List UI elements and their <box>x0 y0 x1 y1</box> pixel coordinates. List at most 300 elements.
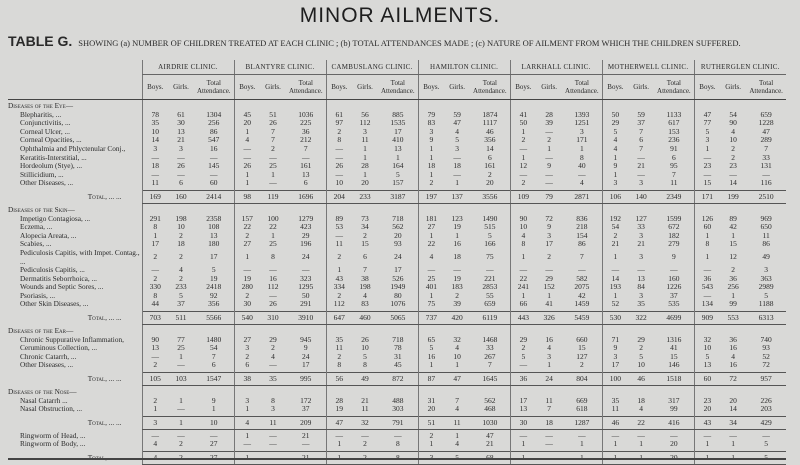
minor-ailments-table <box>8 60 786 465</box>
cell: 2989 <box>758 283 774 292</box>
table-row <box>8 292 786 301</box>
cell: — <box>177 170 185 179</box>
cell: 37 <box>302 405 310 414</box>
cell: 1030 <box>470 416 510 429</box>
cell: 193 <box>602 283 628 292</box>
row-label: Other Skin Diseases, ... <box>20 299 89 309</box>
cell: 28 <box>545 110 553 119</box>
cell: 52 <box>762 352 770 361</box>
cell: 4 <box>234 136 260 145</box>
cell: 37 <box>637 119 645 128</box>
cell: 56 <box>361 110 369 119</box>
column-header: Girls. <box>720 75 746 100</box>
cell: 443 <box>510 312 536 325</box>
cell: 116 <box>760 179 772 188</box>
cell: 9 <box>418 136 444 145</box>
table-row <box>8 179 786 188</box>
cell: 134 <box>694 300 720 309</box>
cell: — <box>670 431 678 440</box>
clinic-header: HAMILTON CLINIC. <box>418 60 510 75</box>
cell: 511 <box>168 312 194 325</box>
cell: 5 <box>395 170 400 179</box>
cell: 1645 <box>470 373 510 386</box>
column-header: Total Attendance. <box>654 75 694 100</box>
cell: — <box>269 153 277 162</box>
cell: 218 <box>576 223 588 232</box>
cell: — <box>545 153 553 162</box>
cell: — <box>510 266 536 275</box>
cell: — <box>729 431 737 440</box>
cell: 5 <box>179 291 183 300</box>
cell: 196 <box>300 240 312 249</box>
cell: — <box>694 292 720 301</box>
cell: 1874 <box>482 110 498 119</box>
cell: 3 <box>142 145 168 154</box>
cell: — <box>510 361 536 370</box>
cell: 51 <box>269 110 277 119</box>
column-header: Boys. <box>694 75 720 100</box>
cell: 60 <box>210 179 218 188</box>
cell: 12 <box>729 252 737 262</box>
cell: — <box>510 432 536 441</box>
column-header: Boys. <box>142 75 168 100</box>
cell: 1279 <box>298 214 314 223</box>
row-label: Chronic Catarrh, ... <box>20 351 77 361</box>
cell: 14 <box>486 144 494 153</box>
cell: 1 <box>234 171 260 180</box>
cell: 31 <box>418 397 444 406</box>
cell: 166 <box>484 240 496 249</box>
row-label: Pediculosis Capitis, ... <box>20 265 85 275</box>
cell: 26 <box>269 119 277 128</box>
cell: 91 <box>670 144 678 153</box>
cell: 14 <box>142 136 168 145</box>
cell: 650 <box>760 223 772 232</box>
cell: 1133 <box>666 110 682 119</box>
cell: 15 <box>729 240 737 249</box>
cell: 3556 <box>470 190 510 203</box>
cell: 56 <box>326 373 352 386</box>
cell: 5 <box>444 452 470 465</box>
cell: 1393 <box>574 110 590 119</box>
cell: 2 <box>142 397 168 406</box>
cell: 8 <box>510 240 536 249</box>
cell: 19 <box>453 223 461 232</box>
table-row <box>8 336 786 345</box>
cell: 44 <box>142 300 168 309</box>
total-row <box>8 416 786 429</box>
cell: 2 <box>731 153 735 162</box>
cell: — <box>269 179 277 188</box>
cell: 145 <box>208 162 220 171</box>
cell: — <box>545 266 553 275</box>
cell: 4 <box>455 405 459 414</box>
cell: 3 <box>602 353 628 362</box>
cell: 3 <box>363 127 367 136</box>
cell: 3 <box>579 127 584 136</box>
cell: 647 <box>326 312 352 325</box>
cell: 160 <box>668 274 680 283</box>
cell: — <box>234 145 260 154</box>
row-label: Stillicidium, ... <box>20 169 64 179</box>
cell: 16 <box>269 274 277 283</box>
cell: 182 <box>668 231 680 240</box>
cell: 3 <box>455 144 459 153</box>
column-header: Total Attendance. <box>746 75 786 100</box>
column-header: Total Attendance. <box>286 75 326 100</box>
caption-text: SHOWING (a) NUMBER OF CHILDREN TREATED AT EACH CLINIC ; (b) TOTAL ATTENDANCES MADE ; (c) NATURE OF AILMENT FROM WHICH THE CHILDREN SUFFERED. <box>78 38 741 48</box>
section-heading: Diseases of the Nose— <box>8 387 77 397</box>
cell: 543 <box>694 283 720 292</box>
cell: 7 <box>271 127 275 136</box>
cell: — <box>302 153 310 162</box>
cell: 1 <box>510 452 536 465</box>
cell: 3 <box>602 179 628 188</box>
cell: 4 <box>639 405 643 414</box>
cell: 6 <box>363 252 367 262</box>
cell: 718 <box>392 335 404 344</box>
cell: 8 <box>326 361 352 370</box>
cell: 1 <box>418 361 444 370</box>
cell: 26 <box>326 162 352 171</box>
cell: 83 <box>418 119 444 128</box>
cell: — <box>578 266 586 275</box>
cell: 2 <box>363 440 367 449</box>
cell: 1076 <box>390 300 406 309</box>
cell: — <box>545 170 553 179</box>
cell: 1518 <box>654 373 694 386</box>
table-row <box>8 171 786 180</box>
cell: 16 <box>729 361 737 370</box>
cell: 87 <box>418 373 444 386</box>
cell: 957 <box>746 373 786 386</box>
cell: 1226 <box>666 283 682 292</box>
cell: 10 <box>694 344 720 353</box>
cell: 17 <box>302 361 310 370</box>
cell: 1 <box>510 128 536 137</box>
cell: — <box>234 440 260 449</box>
cell: 1 <box>179 396 183 405</box>
cell: 429 <box>746 416 786 429</box>
cell: 54 <box>210 344 218 353</box>
cell: — <box>142 432 168 441</box>
cell: 84 <box>637 283 645 292</box>
cell: 79 <box>536 190 562 203</box>
cell: 59 <box>453 110 461 119</box>
row-label: Keratitis-Interstitial, ... <box>20 152 87 162</box>
cell: 995 <box>286 373 326 386</box>
cell: 11 <box>326 344 352 353</box>
cell: 21 <box>177 136 185 145</box>
cell: 2 <box>547 136 551 145</box>
cell: 4 <box>547 344 551 353</box>
column-header: Total Attendance. <box>378 75 418 100</box>
cell: 20 <box>234 119 260 128</box>
cell: 1 <box>731 291 735 300</box>
cell: 10 <box>326 179 352 188</box>
cell: 2 <box>234 353 260 362</box>
cell: — <box>545 431 553 440</box>
cell: 59 <box>637 110 645 119</box>
cell: 7 <box>639 127 643 136</box>
cell: 3 <box>547 352 551 361</box>
cell: 1547 <box>194 373 234 386</box>
cell: — <box>142 353 168 362</box>
cell: — <box>394 431 402 440</box>
cell: 7 <box>547 405 551 414</box>
cell: — <box>486 266 494 275</box>
cell: 2510 <box>746 190 786 203</box>
cell: 562 <box>392 223 404 232</box>
cell: 3 <box>271 405 275 414</box>
cell: 2 <box>602 232 628 241</box>
cell: 86 <box>762 240 770 249</box>
cell: 29 <box>602 119 628 128</box>
cell: 11 <box>361 405 369 414</box>
cell: 146 <box>668 361 680 370</box>
cell: 161 <box>300 162 312 171</box>
total-row <box>8 312 786 325</box>
total-label: Total, ... ... <box>87 417 122 427</box>
column-header: Boys. <box>418 75 444 100</box>
cell: 2 <box>326 249 352 266</box>
cell: 25 <box>269 162 277 171</box>
cell: 108 <box>208 223 220 232</box>
cell: 86 <box>210 127 218 136</box>
cell: 18 <box>142 162 168 171</box>
cell: 4 <box>271 352 275 361</box>
cell: 86 <box>578 240 586 249</box>
cell: 4 <box>142 440 168 449</box>
cell: 24 <box>536 373 562 386</box>
cell: 52 <box>602 300 628 309</box>
cell: 2 <box>142 249 168 266</box>
cell: 7 <box>764 144 768 153</box>
cell: 1949 <box>390 283 406 292</box>
table-caption <box>8 34 792 49</box>
cell: 1 <box>602 452 628 465</box>
cell: 11 <box>142 179 168 188</box>
cell: 50 <box>602 111 628 120</box>
cell: 291 <box>300 300 312 309</box>
cell: 21 <box>486 440 494 449</box>
cell: 256 <box>727 283 739 292</box>
column-header: Girls. <box>260 75 286 100</box>
cell: 15 <box>361 240 369 249</box>
cell: 909 <box>694 312 720 325</box>
cell: 3 <box>547 231 551 240</box>
cell: 1 <box>455 179 459 188</box>
cell: 6 <box>303 179 308 188</box>
cell: 2 <box>639 344 643 353</box>
cell: 1 <box>602 154 628 163</box>
cell: 97 <box>326 119 352 128</box>
cell: — <box>269 431 277 440</box>
row-label: Wounds and Septic Sores, ... <box>20 282 104 292</box>
cell: 2075 <box>574 283 590 292</box>
cell: 1 <box>271 170 275 179</box>
cell: 1 <box>694 452 720 465</box>
cell: 1 <box>562 452 602 465</box>
cell: 4 <box>142 452 168 465</box>
cell: 4 <box>510 232 536 241</box>
cell: 12 <box>510 162 536 171</box>
cell: 32 <box>694 336 720 345</box>
cell: 20 <box>670 440 678 449</box>
cell: 1 <box>234 452 260 465</box>
cell: — <box>269 266 277 275</box>
table-row <box>8 249 786 266</box>
cell: 4 <box>602 136 628 145</box>
clinic-header: RUTHERGLEN CLINIC. <box>694 60 786 75</box>
cell: 18 <box>453 252 461 262</box>
table-row <box>8 275 786 284</box>
column-header: Girls. <box>628 75 654 100</box>
cell: 8 <box>271 396 275 405</box>
cell: 54 <box>602 223 628 232</box>
cell: 236 <box>668 136 680 145</box>
cell: 2 <box>326 292 352 301</box>
cell: 4 <box>363 291 367 300</box>
cell: 1 <box>694 440 720 449</box>
cell: 99 <box>729 300 737 309</box>
cell: 1 <box>694 249 720 266</box>
cell: 152 <box>543 283 555 292</box>
cell: 18 <box>536 416 562 429</box>
cell: 49 <box>762 252 770 262</box>
row-label: Pediculosis Capitis, with Impet. Contag., ... <box>20 247 140 266</box>
cell: 11 <box>762 231 770 240</box>
cell: 1 <box>694 232 720 241</box>
cell: 1228 <box>758 119 774 128</box>
cell: 1 <box>510 249 536 266</box>
cell: 17 <box>602 361 628 370</box>
cell: 16 <box>453 240 461 249</box>
cell: 89 <box>729 214 737 223</box>
cell: 11 <box>444 416 470 429</box>
cell: 8 <box>363 361 367 370</box>
cell: 33 <box>637 223 645 232</box>
cell: 1459 <box>574 300 590 309</box>
cell: — <box>326 432 352 441</box>
subheader-row <box>8 75 786 100</box>
cell: 10 <box>194 416 234 429</box>
cell: 540 <box>234 312 260 325</box>
cell: 10 <box>142 128 168 137</box>
cell: 1 <box>639 440 643 449</box>
section-heading-row <box>8 388 786 397</box>
table-row <box>8 283 786 292</box>
cell: 203 <box>760 405 772 414</box>
cell: — <box>326 232 352 241</box>
cell: — <box>602 266 628 275</box>
cell: 11 <box>670 179 678 188</box>
cell: 5 <box>510 353 536 362</box>
table-row <box>8 361 786 370</box>
cell: 2 <box>363 231 367 240</box>
cell: 6 <box>639 136 643 145</box>
cell: 582 <box>576 274 588 283</box>
cell: 7 <box>271 136 275 145</box>
cell: 553 <box>720 312 746 325</box>
cell: 1 <box>418 154 444 163</box>
cell: — <box>177 153 185 162</box>
cell: 618 <box>576 405 588 414</box>
cell: 291 <box>142 215 168 224</box>
cell: 1 <box>455 231 459 240</box>
cell: 2 <box>455 291 459 300</box>
cell: 3 <box>418 452 444 465</box>
cell: 317 <box>668 396 680 405</box>
cell: 617 <box>668 119 680 128</box>
cell: — <box>326 145 352 154</box>
cell: 356 <box>208 300 220 309</box>
cell: 2418 <box>206 283 222 292</box>
table-row <box>8 432 786 441</box>
cell: 9 <box>547 223 551 232</box>
cell: 1 <box>579 144 584 153</box>
cell: 98 <box>234 190 260 203</box>
cell: 1490 <box>482 214 498 223</box>
cell: 72 <box>720 373 746 386</box>
cell: 1 <box>142 405 168 414</box>
cell: 22 <box>269 223 277 232</box>
cell: 5 <box>764 440 768 449</box>
cell: 199 <box>720 190 746 203</box>
cell: 45 <box>394 361 402 370</box>
cell: 1 <box>720 452 746 465</box>
cell: 66 <box>510 300 536 309</box>
cell: 5065 <box>378 312 418 325</box>
cell: 16 <box>545 335 553 344</box>
cell: — <box>545 440 553 449</box>
column-header: Total Attendance. <box>470 75 510 100</box>
cell: 401 <box>418 283 444 292</box>
cell: 46 <box>486 127 494 136</box>
cell: 660 <box>576 335 588 344</box>
row-label: Alopecia Areata, ... <box>20 230 77 240</box>
cell: 1 <box>363 144 367 153</box>
cell: 10 <box>510 223 536 232</box>
cell: 31 <box>394 352 402 361</box>
cell: 21 <box>637 162 645 171</box>
cell: 326 <box>536 312 562 325</box>
cell: 36 <box>510 373 536 386</box>
cell: — <box>578 170 586 179</box>
cell: 8 <box>395 440 400 449</box>
cell: 25 <box>269 240 277 249</box>
cell: 21 <box>602 240 628 249</box>
bottom-rule <box>8 458 786 460</box>
cell: 1 <box>579 440 584 449</box>
cell: 969 <box>760 214 772 223</box>
cell: 18 <box>453 162 461 171</box>
cell: 20 <box>394 231 402 240</box>
cell: 20 <box>418 405 444 414</box>
cell: 1117 <box>482 119 498 128</box>
cell: 530 <box>602 312 628 325</box>
cell: 29 <box>269 335 277 344</box>
cell: 1251 <box>574 119 590 128</box>
cell: 804 <box>562 373 602 386</box>
cell: 13 <box>142 344 168 353</box>
section-heading: Diseases of the Eye— <box>8 101 73 110</box>
cell: 9 <box>602 344 628 353</box>
cell: 1468 <box>482 335 498 344</box>
cell: 28 <box>326 397 352 406</box>
cell: 460 <box>352 312 378 325</box>
cell: 19 <box>453 274 461 283</box>
